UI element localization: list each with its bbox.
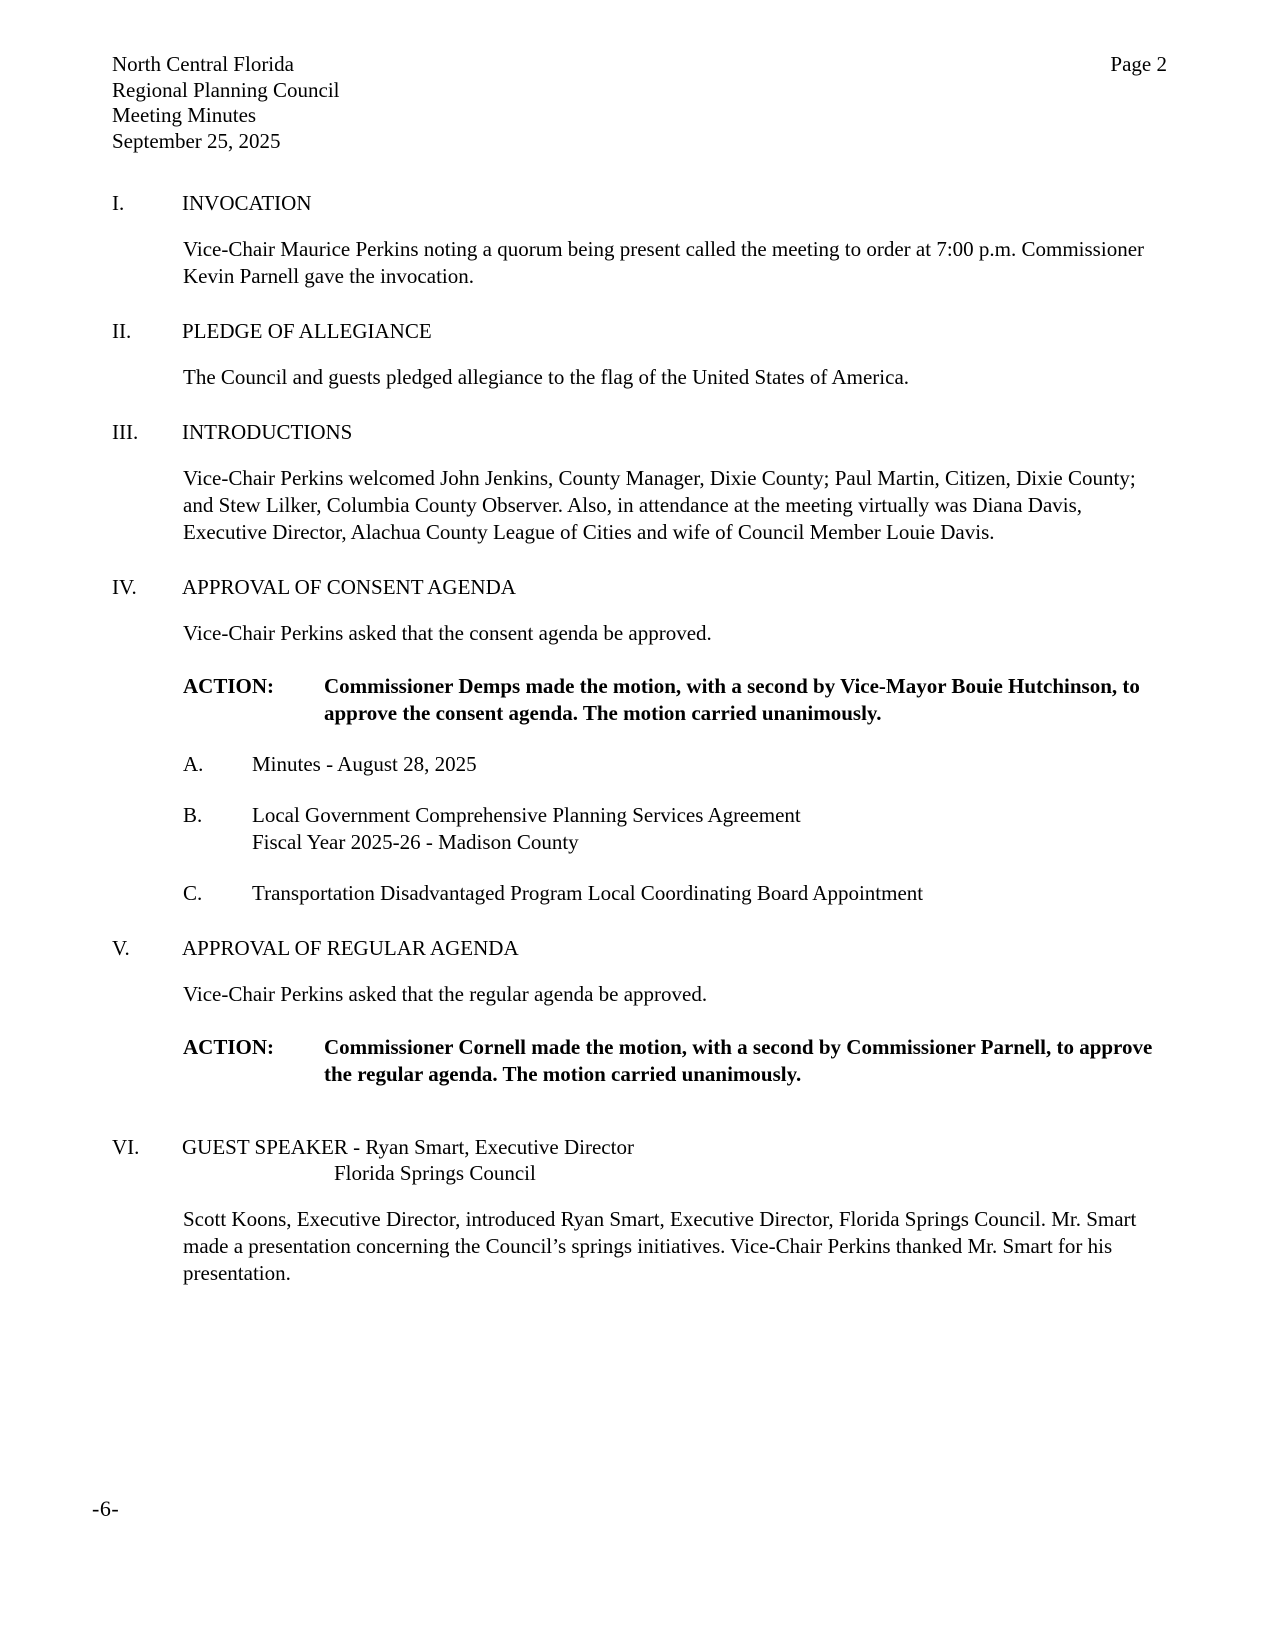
section-number: IV.: [112, 575, 137, 599]
list-item-text: Transportation Disadvantaged Program Local Coordinating Board Appointment: [252, 881, 924, 905]
section-heading: [112, 935, 1167, 961]
list-item-text-line2: Fiscal Year 2025-26 - Madison County: [252, 830, 579, 854]
section-body: Vice-Chair Perkins welcomed John Jenkins, County Manager, Dixie County; Paul Martin, Citizen, Dixie County; and Stew Lilker, Columbia County Observer. Also, in attendance at the meeting virtually was Diana Davis, Executive Director, Alachua County League of Cities and wife of Council Member Louie Davis.: [183, 466, 1136, 544]
header-line-date: September 25, 2025: [112, 128, 281, 153]
section-body: Scott Koons, Executive Director, introduced Ryan Smart, Executive Director, Florida Springs Council. Mr. Smart made a presentation concerning the Council’s springs initiatives. Vice-Chair Perkins thanked Mr. Smart for his presentation.: [183, 1207, 1137, 1285]
section-title: APPROVAL OF CONSENT AGENDA: [182, 575, 516, 599]
section-number: V.: [112, 936, 130, 960]
action-label: ACTION:: [183, 674, 275, 698]
section-title: PLEDGE OF ALLEGIANCE: [182, 319, 432, 343]
list-item-letter: C.: [183, 881, 203, 905]
section-body: Vice-Chair Perkins asked that the consent agenda be approved.: [183, 621, 712, 645]
section-number: III.: [112, 420, 139, 444]
list-item-text: Local Government Comprehensive Planning Services Agreement: [252, 803, 801, 827]
section-title: INVOCATION: [182, 191, 312, 215]
list-item-letter: B.: [183, 803, 203, 827]
section-title: APPROVAL OF REGULAR AGENDA: [182, 936, 519, 960]
list-item: [112, 802, 1167, 856]
section-heading: [112, 1134, 1167, 1160]
list-item: [112, 751, 1167, 778]
section-title: GUEST SPEAKER - Ryan Smart, Executive Director: [182, 1135, 634, 1159]
action-block-consent-agenda: [112, 673, 1167, 727]
section-invocation: [112, 190, 1167, 290]
section-heading: [112, 574, 1167, 600]
section-body: Vice-Chair Perkins asked that the regular agenda be approved.: [183, 982, 708, 1006]
header-title-block: [112, 52, 851, 154]
page-content: [112, 52, 1167, 1287]
section-title: INTRODUCTIONS: [182, 420, 353, 444]
action-label: ACTION:: [183, 1035, 275, 1059]
action-text: Commissioner Demps made the motion, with a second by Vice-Mayor Bouie Hutchinson, to approve the consent agenda. The motion carried unanimously.: [324, 674, 1140, 725]
list-item: [112, 880, 1167, 907]
list-item-text: Minutes - August 28, 2025: [252, 752, 477, 776]
section-approval-of-consent-agenda: [112, 574, 1167, 907]
section-number: VI.: [112, 1135, 140, 1159]
section-approval-of-regular-agenda: [112, 935, 1167, 1088]
document-header: [112, 52, 1167, 154]
section-introductions: [112, 419, 1167, 546]
footer-page-marker: -6-: [92, 1496, 120, 1521]
section-number: II.: [112, 319, 132, 343]
section-guest-speaker: [112, 1134, 1167, 1287]
header-page-number: Page 2: [1110, 52, 1167, 76]
section-subtitle: Florida Springs Council: [334, 1161, 536, 1185]
section-heading: [112, 419, 1167, 445]
header-line-organization-2: Regional Planning Council: [112, 77, 340, 102]
section-pledge-of-allegiance: [112, 318, 1167, 391]
section-body: The Council and guests pledged allegiance to the flag of the United States of America.: [183, 365, 910, 389]
section-body: Vice-Chair Maurice Perkins noting a quorum being present called the meeting to order at 7:00 p.m. Commissioner Kevin Parnell gave the invocation.: [183, 237, 1145, 288]
header-line-organization-1: North Central Florida: [112, 52, 294, 76]
section-heading: [112, 190, 1167, 216]
section-heading: [112, 318, 1167, 344]
action-text: Commissioner Cornell made the motion, with a second by Commissioner Parnell, to approve the regular agenda. The motion carried unanimously.: [324, 1035, 1153, 1086]
list-item-letter: A.: [183, 752, 204, 776]
section-number: I.: [112, 191, 125, 215]
action-block-regular-agenda: [112, 1034, 1167, 1088]
header-line-doctype: Meeting Minutes: [112, 103, 257, 127]
